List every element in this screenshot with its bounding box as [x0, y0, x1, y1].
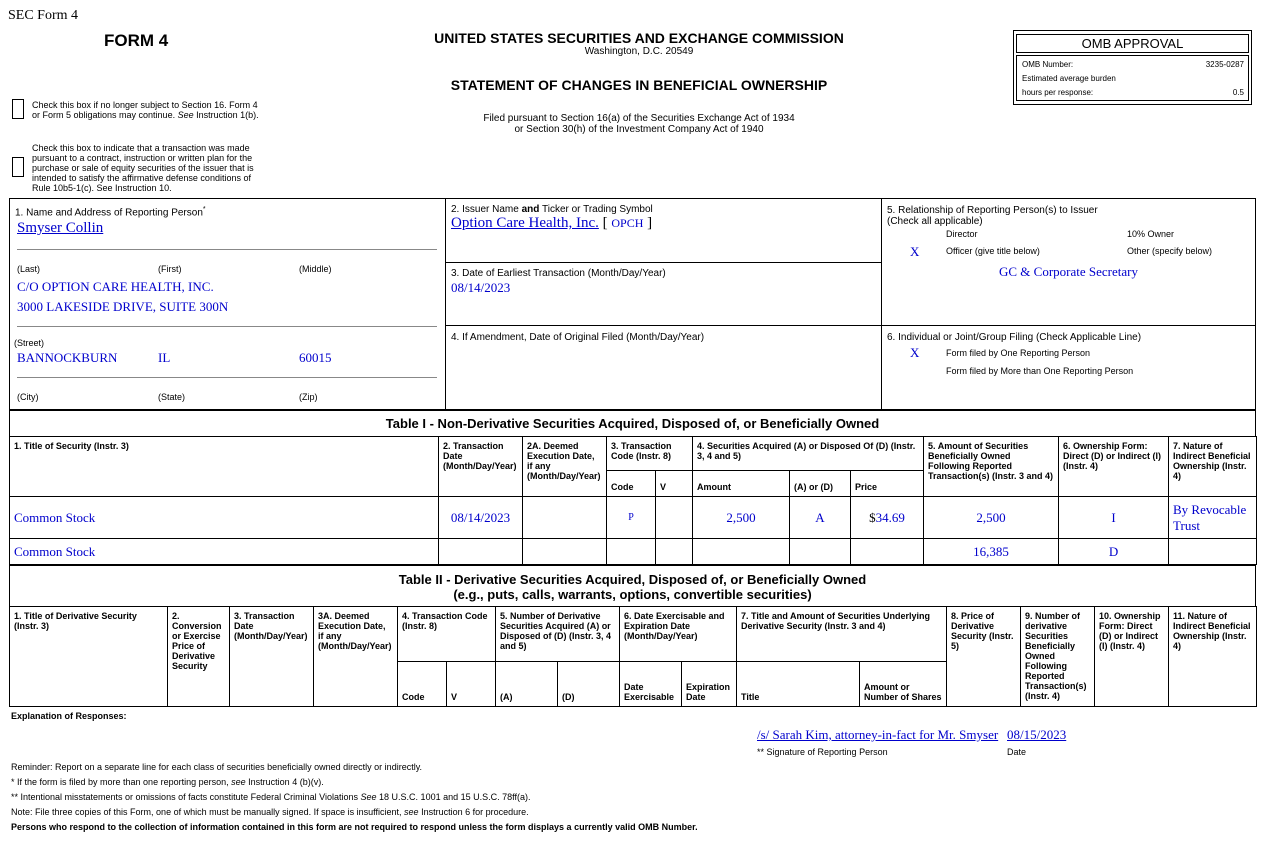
checkbox1-text: Check this box if no longer subject to Section 16. Form 4 or Form 5 obligations may continue. See Instruction 1(b).	[32, 100, 259, 120]
issuer-name-line: Option Care Health, Inc. [ OPCH ]	[451, 215, 653, 231]
address-line-2: 3000 LAKESIDE DRIVE, SUITE 300N	[17, 299, 229, 314]
note-multiple-persons: * If the form is filed by more than one reporting person, see Instruction 4 (b)(v).	[11, 777, 324, 787]
table2-derivative	[9, 606, 1257, 707]
t1-r0-nature: By Revocable Trust	[1169, 497, 1257, 539]
officer-title: GC & Corporate Secretary	[999, 264, 1138, 279]
t1-r1-owned: 16,385	[924, 539, 1059, 565]
filing-one-label: Form filed by One Reporting Person	[946, 348, 1091, 358]
t1-col-form: 6. Ownership Form: Direct (D) or Indirect (I) (Instr. 4)	[1059, 437, 1169, 497]
issuer-name-link[interactable]: Option Care Health, Inc.	[451, 215, 599, 231]
relationship-box	[881, 198, 1256, 326]
omb-notice: Persons who respond to the collection of information contained in this form are not required to respond unless the form displays a currently valid OMB Number.	[11, 822, 698, 832]
t1-col-date: 2. Transaction Date (Month/Day/Year)	[439, 437, 523, 497]
reporting-person-box	[9, 198, 446, 410]
t2-sub-expiration: Expiration Date	[682, 662, 737, 707]
filing-more-label: Form filed by More than One Reporting Person	[946, 366, 1134, 376]
agency-name: UNITED STATES SECURITIES AND EXCHANGE COMMISSION	[434, 30, 844, 46]
agency-city: Washington, D.C. 20549	[584, 46, 694, 57]
table1-title: Table I - Non-Derivative Securities Acquired, Disposed of, or Beneficially Owned	[9, 410, 1256, 437]
t1-col-nature: 7. Nature of Indirect Beneficial Ownership (Instr. 4)	[1169, 437, 1257, 497]
table-row	[10, 497, 1257, 539]
t1-sub-v: V	[656, 471, 693, 497]
state-label: (State)	[158, 392, 186, 402]
t1-r1-code	[607, 539, 656, 565]
divider	[17, 249, 437, 250]
t1-r0-date: 08/14/2023	[439, 497, 523, 539]
zip-label: (Zip)	[299, 392, 318, 402]
city-value: BANNOCKBURN	[17, 350, 118, 365]
officer-label: Officer (give title below)	[946, 246, 1040, 256]
date-label: Date	[1007, 747, 1027, 757]
divider	[17, 377, 437, 378]
omb-hours-label: hours per response:	[1022, 88, 1094, 97]
t1-sub-ad: (A) or (D)	[790, 471, 851, 497]
t2-col-conversion: 2. Conversion or Exercise Price of Derivative Security	[168, 607, 230, 707]
omb-hours-value: 0.5	[1232, 88, 1244, 97]
t2-col-form: 10. Ownership Form: Direct (D) or Indirect (I) (Instr. 4)	[1095, 607, 1169, 707]
director-label: Director	[946, 229, 978, 239]
earliest-date-label: 3. Date of Earliest Transaction (Month/Day/Year)	[451, 268, 666, 279]
issuer-box	[445, 198, 882, 263]
reminder-note: Reminder: Report on a separate line for each class of securities beneficially owned directly or indirectly.	[11, 762, 423, 772]
signature-date: 08/15/2023	[1007, 727, 1067, 742]
issuer-label: 2. Issuer Name and Ticker or Trading Symbol	[451, 204, 653, 215]
first-label: (First)	[158, 264, 182, 274]
earliest-transaction-box	[445, 262, 882, 326]
address-line-1: C/O OPTION CARE HEALTH, INC.	[17, 279, 214, 294]
t2-col-date: 3. Transaction Date (Month/Day/Year)	[230, 607, 314, 707]
note-misstatements: ** Intentional misstatements or omissions of facts constitute Federal Criminal Violations See 18 U.S.C. 1001 and 15 U.S.C. 78ff(a).	[11, 792, 531, 802]
other-label: Other (specify below)	[1127, 246, 1213, 256]
omb-details	[1016, 55, 1249, 101]
table2-subtitle: (e.g., puts, calls, warrants, options, convertible securities)	[453, 587, 812, 602]
t2-col-nature: 11. Nature of Indirect Beneficial Ownership (Instr. 4)	[1169, 607, 1257, 707]
t1-r0-title: Common Stock	[10, 497, 439, 539]
t1-col-deemed: 2A. Deemed Execution Date, if any (Month/Day/Year)	[523, 437, 607, 497]
t2-col-number: 5. Number of Derivative Securities Acquired (A) or Disposed of (D) (Instr. 3, 4 and 5)	[496, 607, 620, 662]
filed-line-1: Filed pursuant to Section 16(a) of the Securities Exchange Act of 1934	[483, 113, 795, 124]
checkbox2-text: Check this box to indicate that a transaction was made pursuant to a contract, instruction or written plan for the purchase or sale of equity securities of the issuer that is intended to satisfy the affirmative defense conditions of Rule 10b5-1(c). See Instruction 10.	[32, 143, 254, 193]
omb-title: OMB APPROVAL	[1016, 34, 1249, 53]
omb-approval-box	[1013, 30, 1252, 105]
table2-title: Table II - Derivative Securities Acquired, Disposed of, or Beneficially Owned	[398, 572, 867, 587]
t2-sub-code: Code	[398, 662, 447, 707]
divider	[17, 326, 437, 327]
state-value: IL	[158, 350, 171, 365]
form-title: FORM 4	[104, 31, 169, 50]
filed-line-2: or Section 30(h) of the Investment Company Act of 1940	[514, 124, 764, 135]
t1-r0-deemed	[523, 497, 607, 539]
t1-r0-ad: A	[790, 497, 851, 539]
t1-r1-price	[851, 539, 924, 565]
filing-box	[881, 325, 1256, 410]
reporting-person-name[interactable]: Smyser Collin	[17, 220, 104, 236]
t1-r1-ad	[790, 539, 851, 565]
signature-link[interactable]: /s/ Sarah Kim, attorney-in-fact for Mr. Smyser	[757, 727, 999, 742]
omb-number-label: OMB Number:	[1022, 60, 1074, 69]
no-longer-subject-checkbox[interactable]	[12, 99, 24, 119]
t1-sub-amount: Amount	[693, 471, 790, 497]
table2-title-box	[9, 565, 1256, 607]
amendment-box	[445, 325, 882, 410]
t1-col-title: 1. Title of Security (Instr. 3)	[10, 437, 439, 497]
last-label: (Last)	[17, 264, 41, 274]
signature-label: ** Signature of Reporting Person	[757, 747, 888, 757]
t1-r1-title: Common Stock	[10, 539, 439, 565]
t1-sub-code: Code	[607, 471, 656, 497]
t1-r1-amount	[693, 539, 790, 565]
ticker-symbol: OPCH	[611, 216, 644, 230]
rule-10b5-checkbox[interactable]	[12, 157, 24, 177]
statement-title: STATEMENT OF CHANGES IN BENEFICIAL OWNERSHIP	[450, 77, 828, 93]
t1-r0-owned: 2,500	[924, 497, 1059, 539]
t1-r1-v	[656, 539, 693, 565]
t2-col-deemed: 3A. Deemed Execution Date, if any (Month/Day/Year)	[314, 607, 398, 707]
reporting-person-label: 1. Name and Address of Reporting Person*	[15, 206, 206, 219]
t1-sub-price: Price	[851, 471, 924, 497]
amendment-label: 4. If Amendment, Date of Original Filed (Month/Day/Year)	[451, 332, 705, 343]
t2-sub-v: V	[447, 662, 496, 707]
city-label: (City)	[17, 392, 39, 402]
t1-r1-date	[439, 539, 523, 565]
t1-r0-price: $34.69	[851, 497, 924, 539]
table1-non-derivative	[9, 436, 1257, 565]
middle-label: (Middle)	[299, 264, 332, 274]
t2-col-owned: 9. Number of derivative Securities Beneficially Owned Following Reported Transaction(s) (Instr. 4)	[1021, 607, 1095, 707]
t2-sub-d: (D)	[558, 662, 620, 707]
filing-check-mark: X	[910, 345, 920, 360]
t2-col-underlying: 7. Title and Amount of Securities Underlying Derivative Security (Instr. 3 and 4)	[737, 607, 947, 662]
t1-r0-form: I	[1059, 497, 1169, 539]
note-copies: Note: File three copies of this Form, one of which must be manually signed. If space is insufficient, see Instruction 6 for procedure.	[11, 807, 529, 817]
t1-r0-v	[656, 497, 693, 539]
t1-col-owned: 5. Amount of Securities Beneficially Owned Following Reported Transaction(s) (Instr. 3 and 4)	[924, 437, 1059, 497]
explanation-label: Explanation of Responses:	[11, 711, 127, 721]
t1-col-acquired: 4. Securities Acquired (A) or Disposed Of (D) (Instr. 3, 4 and 5)	[693, 437, 924, 471]
officer-check-mark: X	[910, 244, 920, 259]
t2-col-price: 8. Price of Derivative Security (Instr. 5)	[947, 607, 1021, 707]
filed-pursuant	[339, 113, 939, 135]
t2-sub-title: Title	[737, 662, 860, 707]
t1-r0-amount: 2,500	[693, 497, 790, 539]
t2-col-exercisable: 6. Date Exercisable and Expiration Date (Month/Day/Year)	[620, 607, 737, 662]
t1-col-code: 3. Transaction Code (Instr. 8)	[607, 437, 693, 471]
t2-col-title: 1. Title of Derivative Security (Instr. 3)	[10, 607, 168, 707]
relationship-label: 5. Relationship of Reporting Person(s) to Issuer (Check all applicable)	[887, 205, 1098, 227]
street-label: (Street)	[14, 338, 45, 348]
t2-sub-amount: Amount or Number of Shares	[860, 662, 947, 707]
table-row	[10, 539, 1257, 565]
t2-sub-a: (A)	[496, 662, 558, 707]
ten-pct-owner-label: 10% Owner	[1127, 229, 1175, 239]
t1-r1-form: D	[1059, 539, 1169, 565]
t1-r1-deemed	[523, 539, 607, 565]
t2-col-code: 4. Transaction Code (Instr. 8)	[398, 607, 496, 662]
filing-label: 6. Individual or Joint/Group Filing (Check Applicable Line)	[887, 332, 1142, 343]
t1-r0-code: P	[607, 497, 656, 539]
t2-sub-exercisable: Date Exercisable	[620, 662, 682, 707]
earliest-date-value: 08/14/2023	[451, 280, 511, 295]
t1-r1-nature	[1169, 539, 1257, 565]
omb-number-value: 3235-0287	[1205, 60, 1244, 69]
agency-block	[339, 30, 939, 57]
zip-value: 60015	[299, 350, 332, 365]
omb-burden-label: Estimated average burden	[1022, 74, 1116, 83]
sec-form-label: SEC Form 4	[8, 8, 79, 23]
